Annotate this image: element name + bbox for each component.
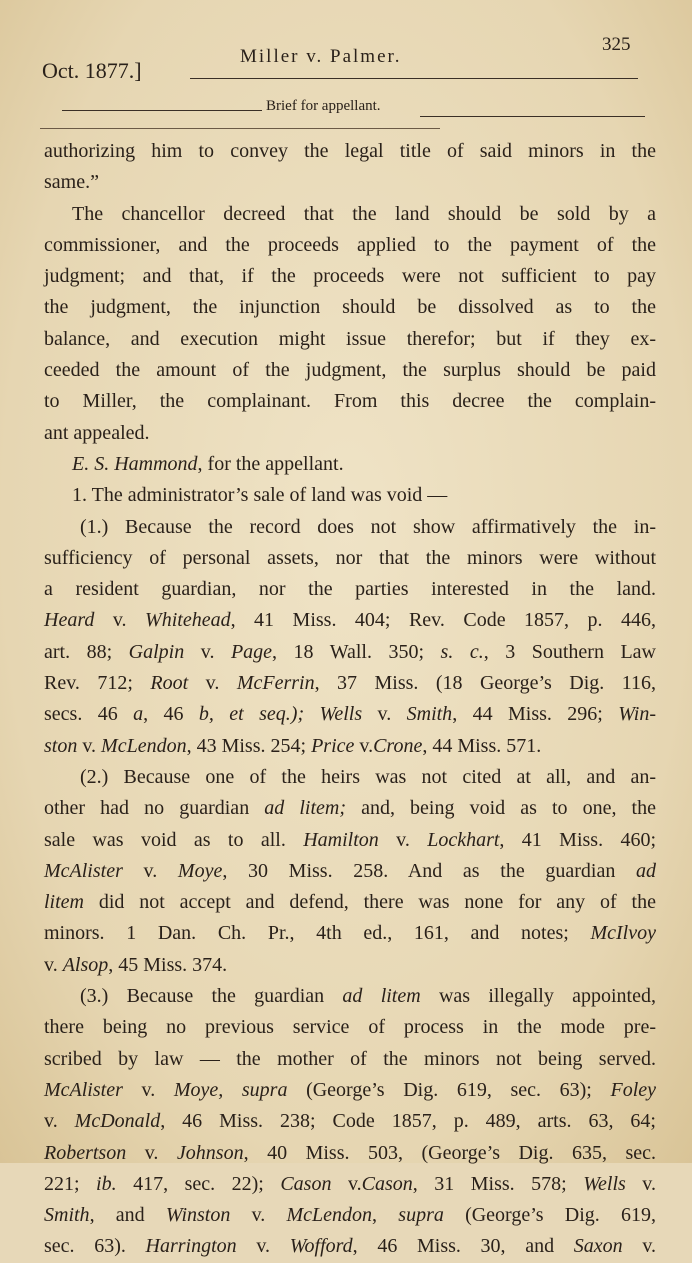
text-run: 221; [44,1172,97,1195]
text-run: v. [230,1204,287,1227]
case-name: Lockhart [427,828,500,851]
text-run: , 44 Miss. 296; [452,703,619,726]
text-run: and, being void as to one, the [346,797,656,820]
text-run: , 46 Miss. 238; Code 1857, p. 489, arts. 63, 64; [160,1110,656,1133]
text-run: other had no guardian [44,797,265,820]
text-run: Rev. 712; [44,672,151,695]
text-run [304,703,319,725]
text-run: , 46 Miss. 30, and [352,1235,574,1258]
citation-line [44,856,656,887]
text-run: , 37 Miss. (18 George’s Dig. 116, [314,672,656,695]
text-line: balance, and execution might issue therefor; but if they ex- [44,327,656,350]
text-run: , 46 [143,703,199,726]
case-name: Page [230,640,273,663]
text-run: , 44 Miss. 571. [422,734,542,757]
text-line [44,793,656,824]
citation-line [44,605,656,636]
citation-line [44,1200,656,1231]
case-name: Price [311,734,355,757]
page-number: 325 [602,34,631,55]
text-run: v. [122,1078,174,1101]
citation-line [44,1106,656,1137]
text-line: authorizing him to convey the legal title of said minors in the [44,140,656,162]
text-run: , 18 Wall. 350; [272,640,441,663]
text-run: supra [398,1204,444,1227]
case-name: Winston [165,1204,231,1227]
text-line [44,887,656,918]
case-name: McAlister [44,859,123,882]
case-name: McLendon [101,734,187,757]
case-name: ston [44,734,78,757]
text-run: v. [77,734,102,757]
case-name: Heard [44,609,95,632]
case-name: Cason [361,1172,413,1195]
case-name: Moye, supra [173,1078,288,1101]
text-run: v. [625,1172,657,1195]
text-line: sufficiency of personal assets, nor that the minors were without [44,546,656,569]
running-title: Miller v. Palmer. [240,46,402,67]
text-run: , 3 Southern Law [483,640,656,663]
case-name: Smith [44,1204,90,1227]
counsel-name: E. S. Hammond [72,452,198,475]
case-name: McLendon [286,1204,373,1227]
case-name: Smith [406,703,453,726]
text-run: secs. 46 [44,703,134,726]
case-name: Robertson [44,1141,127,1164]
text-line: The chancellor decreed that the land should be sold by a [72,202,656,225]
text-line: ceeded the amount of the judgment, the surplus should be paid [44,359,656,382]
text-run: v. [331,1172,362,1195]
case-name: Wells [319,703,363,726]
text-run: , 43 Miss. 254; [186,734,312,757]
citation-line [44,699,656,730]
text-run: v. [44,953,63,976]
citation-line [44,950,656,981]
text-run: art. 88; [44,640,129,663]
text-run: (3.) Because the guardian [80,985,343,1008]
text-run: ad litem; [264,797,347,820]
case-name: McIlvoy [590,922,656,945]
case-name: Hamilton [303,828,379,851]
case-name: Moye [177,859,223,882]
text-run: v. [122,859,178,882]
section-rule-left [62,110,262,111]
text-run: , 40 Miss. 503, (George’s Dig. 635, sec. [243,1141,656,1164]
text-line: (2.) Because one of the heirs was not cited at all, and an- [80,765,656,788]
text-run: was illegally appointed, [420,985,656,1008]
case-name: Johnson [176,1141,244,1164]
header-date: Oct. 1877.] [42,58,142,83]
text-line: scribed by law — the mother of the minors not being served. [44,1047,656,1070]
section-heading: Brief for appellant. [266,98,381,114]
text-line: judgment; and that, if the proceeds were not sufficient to pay [44,265,656,288]
text-run: b, et seq.); [198,703,305,726]
citation-line [44,1169,656,1200]
text-run: a [133,703,144,726]
citation-line [44,1231,656,1262]
text-run: minors. 1 Dan. Ch. Pr., 4th ed., 161, and notes; [44,922,591,945]
text-line: the judgment, the injunction should be dissolved as to the [44,296,656,319]
case-name: Harrington [145,1235,237,1258]
text-line: (1.) Because the record does not show affirmatively the in- [80,515,656,538]
case-name: Galpin [128,640,185,663]
text-run: , [372,1204,399,1227]
text-run: , 30 Miss. 258. And as the guardian [222,859,637,882]
text-run: sec. 63). [44,1235,146,1258]
text-line: ant appealed. [44,421,150,444]
text-run: litem [44,891,84,914]
case-name: McDonald [74,1110,161,1133]
case-name: Cason [280,1172,332,1195]
point-heading: 1. The administrator’s sale of land was void — [72,484,448,507]
case-name: Crone [373,734,423,757]
case-name: Root [150,672,189,695]
text-run: , and [89,1204,166,1227]
case-name: Alsop [62,953,109,976]
text-run: v. [362,703,407,726]
text-line: there being no previous service of process in the mode pre- [44,1016,656,1039]
citation-line [44,668,656,699]
case-name: Whitehead [145,609,231,632]
case-name: Win- [618,703,657,726]
text-run: v. [378,828,428,851]
text-run: ad [636,859,657,882]
case-name: Saxon [573,1235,623,1258]
text-run: (George’s Dig. 619, sec. 63); [287,1078,611,1101]
case-name: Wofford [289,1235,353,1258]
section-rule-bottom [40,128,440,129]
text-run: , 41 Miss. 460; [499,828,656,851]
citation-line [44,825,656,856]
citation-line [44,1138,656,1169]
text-run: v. [44,1110,75,1133]
case-name: McAlister [44,1078,123,1101]
citation-line [44,637,656,668]
body-text [44,136,656,1263]
section-rule-right [420,116,645,117]
text-run: 417, sec. 22); [116,1172,281,1195]
counsel-role: , for the appellant. [197,452,344,475]
citation-line [44,1075,656,1106]
case-name: Wells [583,1172,626,1195]
text-line: to Miller, the complainant. From this decree the complain- [44,390,656,413]
header-rule [190,78,638,79]
text-run: v. [94,609,146,632]
text-line: commissioner, and the proceeds applied to the payment of the [44,233,656,256]
text-line [44,981,656,1012]
case-name: Foley [610,1078,657,1101]
text-run: v. [184,640,231,663]
text-run: v. [354,734,374,757]
text-run: (George’s Dig. 619, [443,1204,657,1227]
text-run: v. [622,1235,657,1258]
case-name: McFerrin [236,672,315,695]
text-run: , 41 Miss. 404; Rev. Code 1857, p. 446, [230,609,657,632]
text-run: , 31 Miss. 578; [412,1172,584,1195]
text-run: s. c. [440,640,484,663]
citation-line [44,731,656,762]
text-run: v. [188,672,237,695]
text-run: v. [236,1235,290,1258]
text-run: ad litem [342,985,421,1008]
text-run: ib. [96,1172,117,1195]
text-line: same.” [44,171,99,194]
counsel-line [44,449,656,480]
text-run: v. [126,1141,177,1164]
text-run: sale was void as to all. [44,828,304,851]
citation-line [44,918,656,949]
text-run: did not accept and defend, there was none for any of the [84,891,656,914]
text-line: a resident guardian, nor the parties interested in the land. [44,578,656,601]
text-run: , 45 Miss. 374. [108,953,228,976]
